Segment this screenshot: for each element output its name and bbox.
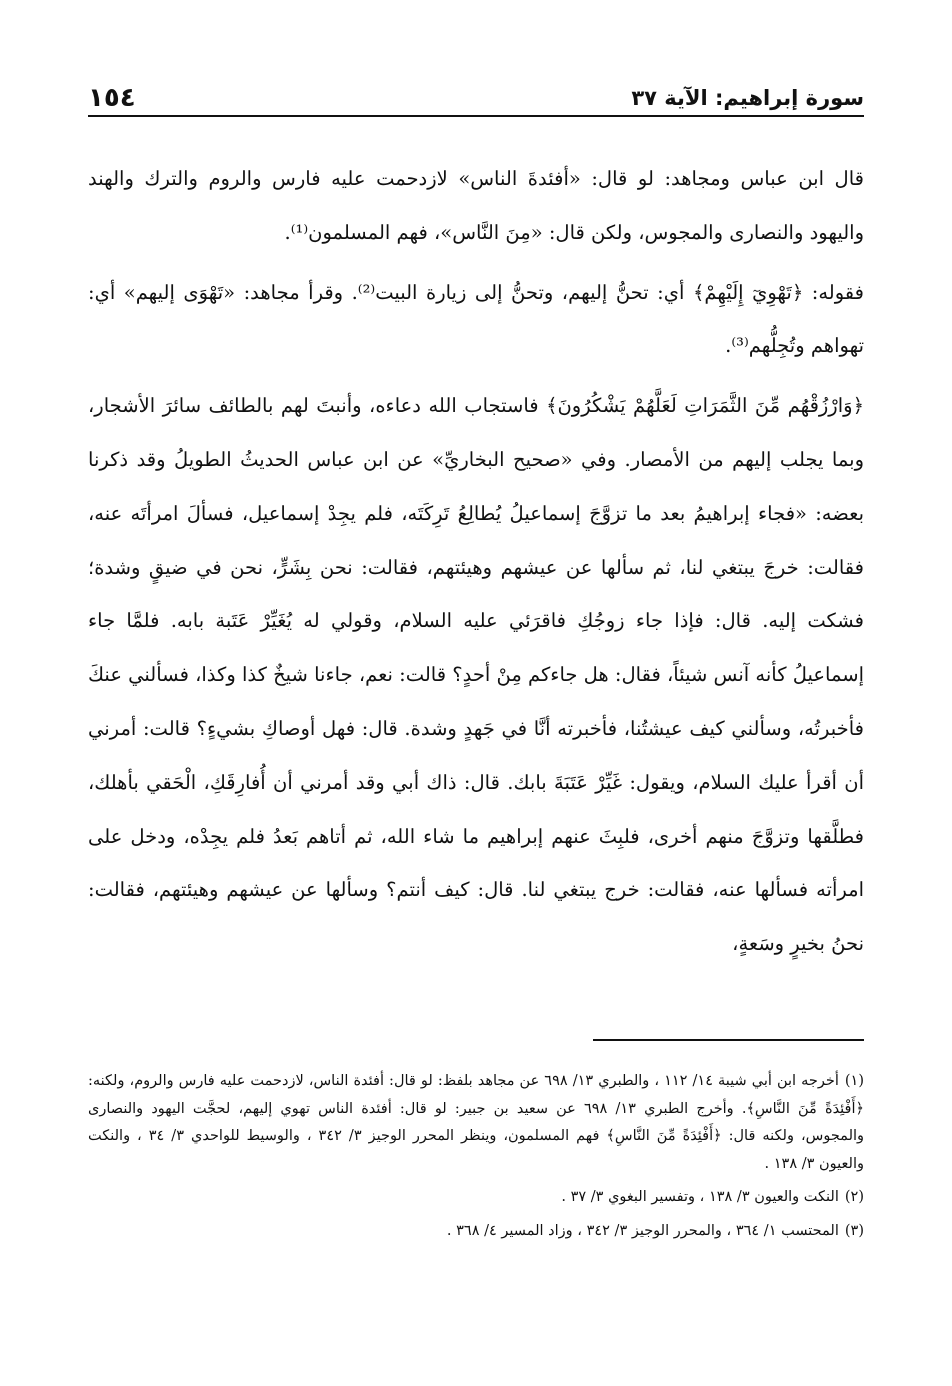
footnote-separator (593, 1039, 864, 1041)
footnote-text: أخرجه ابن أبي شيبة ١٤/ ١١٢ ، والطبري ١٣/ ٦٩٨ عن مجاهد بلفظ: لو قال: أفئدة الناس، لازدحمت عليه فارس والروم، ولكنه: ﴿أَفْئِدَةً مِّنَ النَّاسِ﴾. وأخرج الطبري ١٣/ ٦٩٨ عن سعيد بن جبير: لو قال: أفئدة الناس تهوي إليهم، لحجَّت اليهود والنصارى والمجوس، ولكنه قال: ﴿أَفْئِدَةً مِّنَ النَّاسِ﴾ فهم المسلمون، وينظر المحرر الوجيز ٣/ ٣٤٢ ، والوسيط للواحدي ٣/ ٣٤ ، والنكت والعيون ٣/ ١٣٨ . (88, 1073, 865, 1172)
footnote (88, 1068, 864, 1178)
page-header (88, 70, 864, 114)
footnote (88, 1218, 864, 1246)
running-title: سورة إبراهيم: الآية ٣٧ (631, 86, 864, 110)
footnote-number: (٣) (844, 1222, 864, 1239)
main-text (88, 152, 864, 971)
footnote-text: النكت والعيون ٣/ ١٣٨ ، وتفسير البغوي ٣/ ٣٧ . (561, 1189, 839, 1205)
footnote (88, 1184, 864, 1212)
footnote-number: (٢) (844, 1189, 864, 1205)
paragraph-1: قال ابن عباس ومجاهد: لو قال: «أفئدةَ الناس» لازدحمت عليه فارس والروم والترك والهند واليهود والنصارى والمجوس، ولكن قال: «مِنَ النَّاس»، فهم المسلمون⁽¹⁾. (88, 167, 864, 244)
paragraph-3: ﴿وَارْزُقْهُم مِّنَ الثَّمَرَاتِ لَعَلَّهُمْ يَشْكُرُونَ﴾ فاستجاب الله دعاءه، وأنبتَ لهم بالطائف سائرَ الأشجار، وبما يجلب إليهم من الأمصار. وفي «صحيح البخاريِّ» عن ابن عباس الحديثُ الطويلُ وقد ذكرنا بعضه: «فجاء إبراهيمُ بعد ما تزوَّجَ إسماعيلُ يُطالِعُ تَرِكَتَه، فلم يجِدْ إسماعيل، فسألَ امرأتَه عنه، فقالت: خرجَ يبتغي لنا، ثم سألها عن عيشهم وهيئتهم، فقالت: نحن بِشَرٍّ، نحن في ضيقٍ وشدة؛ فشكت إليه. قال: فإذا جاء زوجُكِ فاقرَئي عليه السلام، وقولي له يُغَيِّرْ عَتَبة بابه. فلمَّا جاء إسماعيلُ كأنه آنس شيئاً، فقال: هل جاءكم مِنْ أحدٍ؟ قالت: نعم، جاءنا شيخٌ كذا وكذا، فسألني عنكَ فأخبرتُه، وسألني كيف عيشتُنا، فأخبرته أنَّا في جَهدٍ وشدة. قال: فهل أوصاكِ بشيءٍ؟ قالت: أمرني أن أقرأ عليك السلام، ويقول: غَيِّرْ عَتَبَةَ بابك. قال: ذاك أبي وقد أمرني أن أُفارِقَكِ، الْحَقي بأهلك، فطلَّقها وتزوَّجَ منهم أخرى، فلبِثَ عنهم إبراهيم ما شاء الله، ثم أتاهم بَعدُ فلم يجِدْه، ودخل على امرأته فسألها عنه، فقالت: خرج يبتغي لنا. قال: كيف أنتم؟ وسألها عن عيشهم وهيئتهم، فقالت: نحنُ بخيرٍ وسَعةٍ، (88, 394, 864, 956)
page-number: ١٥٤ (88, 83, 136, 113)
paragraph-2: فقوله: ﴿تَهْوِيٓ إِلَيْهِمْ﴾ أي: تحنُّ إليهم، وتحنُّ إلى زيارة البيت⁽²⁾. وقرأ مجاهد: «تَهْوَى إليهم» أي: تهواهم وتُجِلُّهم⁽³⁾. (88, 280, 864, 358)
footnotes (88, 1068, 864, 1251)
footnote-text: المحتسب ١/ ٣٦٤ ، والمحرر الوجيز ٣/ ٣٤٢ ، وزاد المسير ٤/ ٣٦٨ . (446, 1222, 839, 1239)
header-rule (88, 115, 864, 117)
footnote-number: (١) (844, 1073, 864, 1089)
